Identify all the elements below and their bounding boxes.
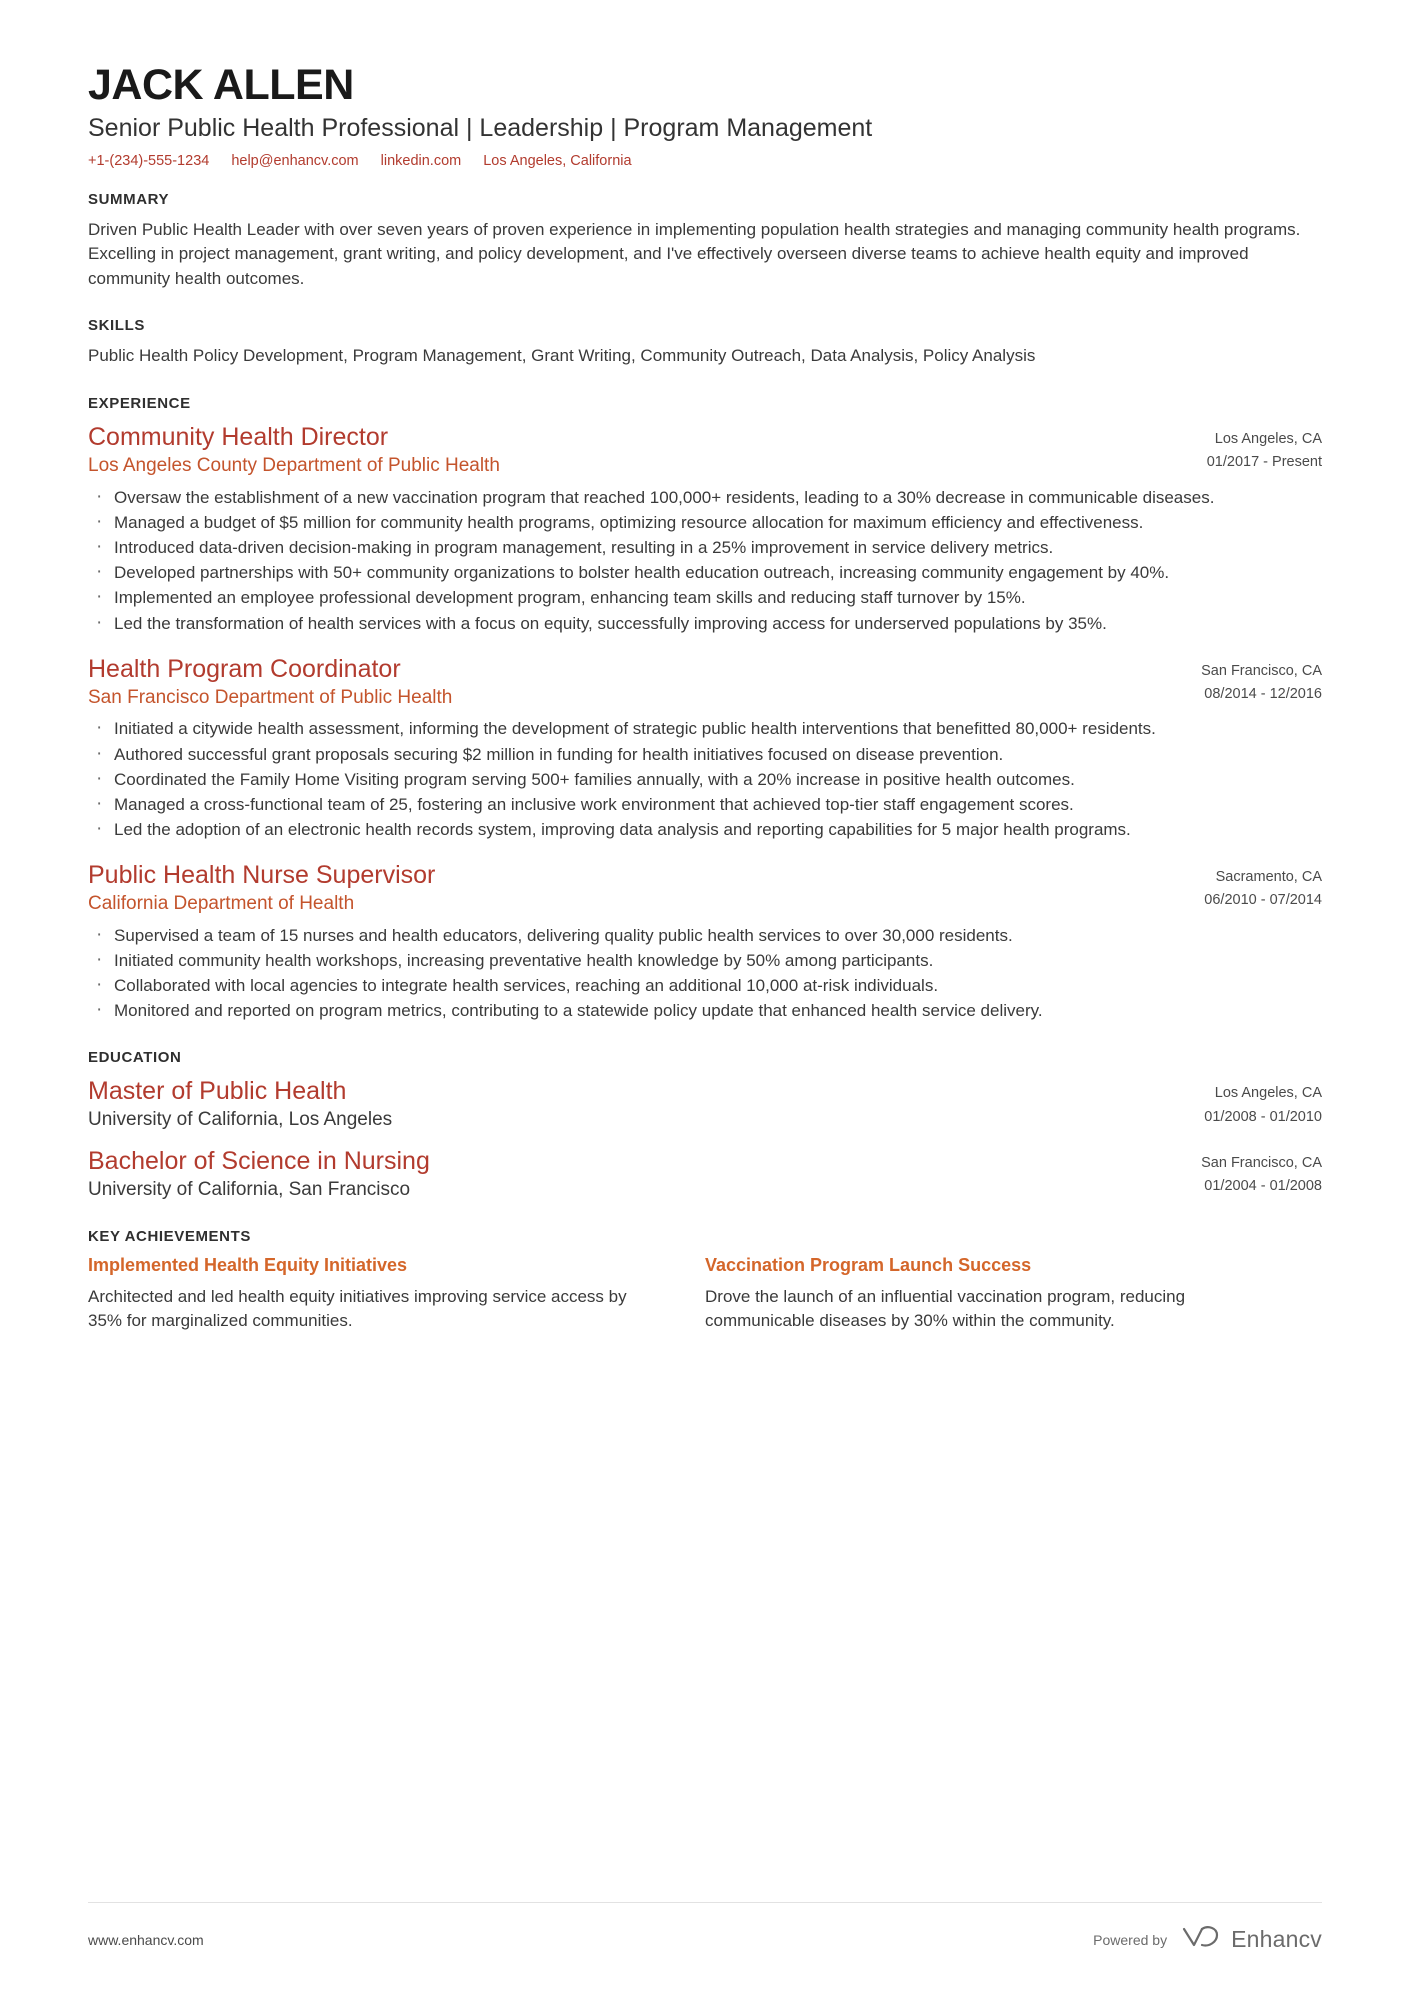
experience-item-meta xyxy=(1204,860,1322,912)
experience-item-meta xyxy=(1207,422,1322,474)
education-school: University of California, San Francisco xyxy=(88,1179,411,1201)
experience-item-main xyxy=(88,654,1201,716)
job-title: Community Health Director xyxy=(88,423,389,452)
education-location: San Francisco, CA xyxy=(1201,1155,1322,1172)
experience-item-main xyxy=(88,422,1207,484)
education-item-main xyxy=(88,1146,430,1202)
section-heading-education: EDUCATION xyxy=(88,1049,182,1067)
enhancv-logo-icon xyxy=(1181,1924,1221,1955)
job-bullet: · Managed a cross-functional team of 25, fostering an inclusive work environment that achieved top-tier staff engagement scores. xyxy=(88,793,1322,817)
resume-header xyxy=(88,62,1322,169)
experience-item xyxy=(88,422,1322,636)
section-heading-experience: EXPERIENCE xyxy=(88,395,191,413)
education-item-header xyxy=(88,1076,1322,1132)
achievement-title: Implemented Health Equity Initiatives xyxy=(88,1254,408,1275)
job-title: Health Program Coordinator xyxy=(88,654,401,683)
job-bullet-list xyxy=(88,486,1322,636)
job-company: California Department of Health xyxy=(88,893,355,915)
education-degree: Bachelor of Science in Nursing xyxy=(88,1147,430,1176)
job-bullet: · Initiated community health workshops, increasing preventative health knowledge by 50% among participants. xyxy=(88,949,1322,973)
job-bullet: · Implemented an employee professional development program, enhancing team skills and reducing staff turnover by 15%. xyxy=(88,586,1322,610)
footer-divider xyxy=(88,1902,1322,1903)
education-item-header xyxy=(88,1146,1322,1202)
job-bullet: · Supervised a team of 15 nurses and health educators, delivering quality public health services to over 30,000 residents. xyxy=(88,924,1322,948)
job-bullet: · Coordinated the Family Home Visiting program serving 500+ families annually, with a 20% increase in positive health outcomes. xyxy=(88,768,1322,792)
job-location: San Francisco, CA xyxy=(1201,662,1322,679)
job-title: Public Health Nurse Supervisor xyxy=(88,861,436,890)
enhancv-brand xyxy=(1181,1924,1322,1955)
section-heading-key-achievements: KEY ACHIEVEMENTS xyxy=(88,1227,251,1245)
summary-text: Driven Public Health Leader with over seven years of proven experience in implementing population health strategies and managing community health programs. Excelling in project management, grant writing, and policy development, and I've effectively overseen diverse teams to achieve health equity and improved community health outcomes. xyxy=(88,219,1301,288)
job-bullet: · Monitored and reported on program metrics, contributing to a statewide policy update that enhanced health service delivery. xyxy=(88,999,1322,1023)
section-education xyxy=(88,1049,1322,1202)
job-bullet-list xyxy=(88,924,1322,1024)
experience-item-main xyxy=(88,860,1204,922)
achievement-description: Architected and led health equity initiatives improving service access by 35% for marginalized communities. xyxy=(88,1286,627,1330)
education-item-meta xyxy=(1201,1146,1322,1198)
education-item xyxy=(88,1076,1322,1132)
job-bullet: · Introduced data-driven decision-making in program management, resulting in a 25% improvement in service delivery metrics. xyxy=(88,536,1322,560)
achievement-title: Vaccination Program Launch Success xyxy=(705,1254,1032,1275)
job-bullet: · Developed partnerships with 50+ community organizations to bolster health education outreach, increasing community engagement by 40%. xyxy=(88,561,1322,585)
job-bullet: · Led the adoption of an electronic health records system, improving data analysis and reporting capabilities for 5 major health programs. xyxy=(88,818,1322,842)
experience-item-header xyxy=(88,860,1322,922)
skills-text: Public Health Policy Development, Program Management, Grant Writing, Community Outreach, Data Analysis, Policy Analysis xyxy=(88,346,1036,366)
education-school: University of California, Los Angeles xyxy=(88,1109,393,1131)
contact-location: Los Angeles, California xyxy=(483,152,632,169)
job-bullet: · Authored successful grant proposals securing $2 million in funding for health initiatives focused on disease prevention. xyxy=(88,743,1322,767)
education-item xyxy=(88,1146,1322,1202)
enhancv-brand-name: Enhancv xyxy=(1231,1926,1322,1952)
job-company: Los Angeles County Department of Public Health xyxy=(88,455,500,477)
achievement-description: Drove the launch of an influential vaccination program, reducing communicable diseases by 30% within the community. xyxy=(705,1286,1186,1330)
job-dates: 01/2017 - Present xyxy=(1206,454,1322,471)
education-item-main xyxy=(88,1076,392,1132)
contact-phone[interactable]: +1-(234)-555-1234 xyxy=(88,152,210,169)
section-summary xyxy=(88,191,1322,292)
experience-item xyxy=(88,860,1322,1023)
job-location: Los Angeles, CA xyxy=(1214,431,1322,448)
powered-by-label: Powered by xyxy=(1093,1931,1168,1948)
job-company: San Francisco Department of Public Health xyxy=(88,686,453,708)
job-bullet: · Managed a budget of $5 million for community health programs, optimizing resource allocation for maximum efficiency and effectiveness. xyxy=(88,511,1322,535)
experience-item-header xyxy=(88,654,1322,716)
experience-item xyxy=(88,654,1322,842)
section-experience xyxy=(88,395,1322,1023)
education-degree: Master of Public Health xyxy=(88,1077,347,1106)
job-dates: 08/2014 - 12/2016 xyxy=(1204,685,1322,702)
education-dates: 01/2008 - 01/2010 xyxy=(1204,1108,1322,1125)
professional-headline: Senior Public Health Professional | Leadership | Program Management xyxy=(88,114,873,143)
job-bullet-list xyxy=(88,717,1322,842)
job-bullet: · Initiated a citywide health assessment, informing the development of strategic public health interventions that benefitted 80,000+ residents. xyxy=(88,717,1322,741)
page-title: JACK ALLEN xyxy=(88,61,354,109)
experience-item-header xyxy=(88,422,1322,484)
page-footer xyxy=(0,1924,1410,1955)
education-item-meta xyxy=(1204,1076,1322,1128)
section-heading-summary: SUMMARY xyxy=(88,190,170,208)
section-heading-skills: SKILLS xyxy=(88,317,145,335)
job-location: Sacramento, CA xyxy=(1215,869,1322,886)
footer-website-link[interactable]: www.enhancv.com xyxy=(88,1931,204,1948)
education-dates: 01/2004 - 01/2008 xyxy=(1204,1178,1322,1195)
contact-row xyxy=(88,153,1322,169)
contact-email[interactable]: help@enhancv.com xyxy=(231,152,359,169)
job-bullet: · Collaborated with local agencies to integrate health services, reaching an additional 10,000 at-risk individuals. xyxy=(88,974,1322,998)
footer-branding xyxy=(1093,1924,1322,1955)
achievement-item xyxy=(705,1255,1322,1333)
achievements-grid xyxy=(88,1255,1322,1333)
education-location: Los Angeles, CA xyxy=(1214,1085,1322,1102)
experience-item-meta xyxy=(1201,654,1322,706)
job-bullet: · Oversaw the establishment of a new vaccination program that reached 100,000+ residents, leading to a 30% decrease in communicable diseases. xyxy=(88,486,1322,510)
section-skills xyxy=(88,317,1322,369)
contact-linkedin[interactable]: linkedin.com xyxy=(380,152,462,169)
job-dates: 06/2010 - 07/2014 xyxy=(1204,892,1322,909)
achievement-item xyxy=(88,1255,705,1333)
job-bullet: · Led the transformation of health services with a focus on equity, successfully improving access for underserved populations by 35%. xyxy=(88,612,1322,636)
section-key-achievements xyxy=(88,1228,1322,1333)
